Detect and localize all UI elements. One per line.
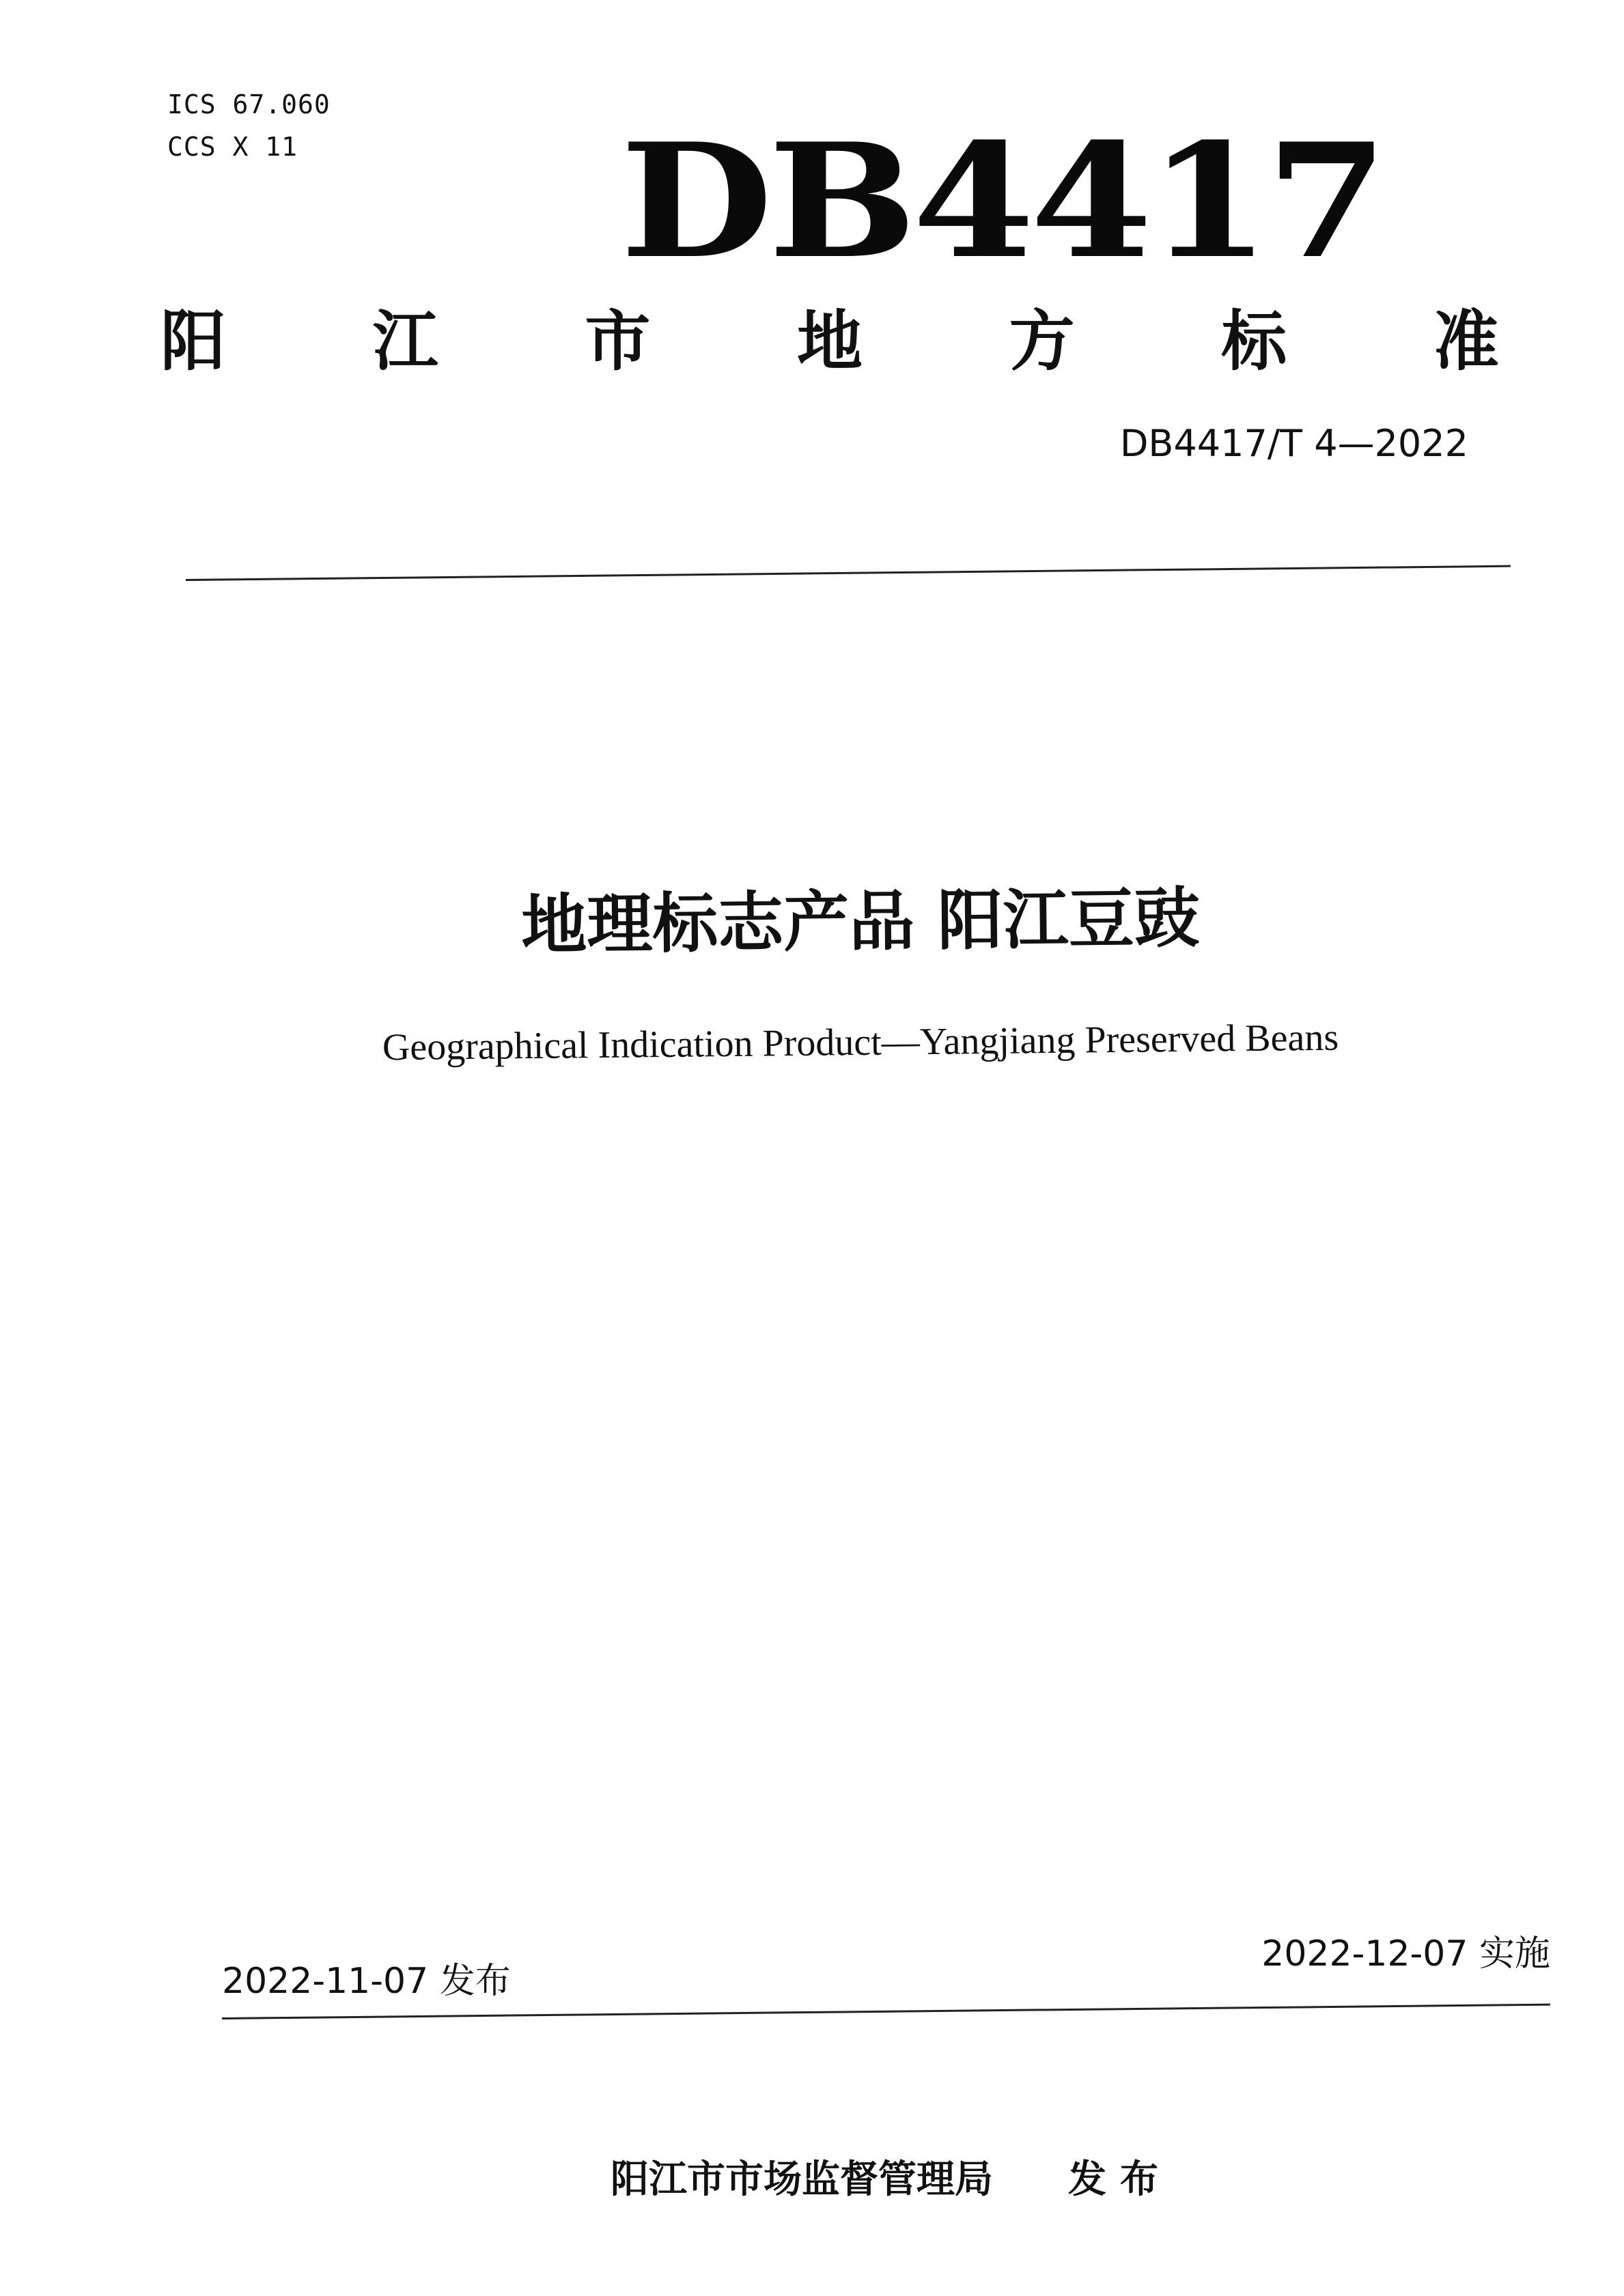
issuer-line xyxy=(584,2108,1172,2204)
publish-date: 2022-11-07 发布 xyxy=(222,1961,511,2002)
document-title-english: Geographical Indication Product—Yangjiang Preserved Beans xyxy=(382,1016,1339,1069)
standard-type-char: 阳 xyxy=(160,303,226,380)
issuer-name: 阳江市市场监督管理局 xyxy=(611,2157,993,2202)
standard-number: DB4417/T 4—2022 xyxy=(1119,422,1468,465)
standard-type-char: 准 xyxy=(1433,303,1499,380)
standard-type-char: 江 xyxy=(372,303,438,380)
ics-code: ICS 67.060 xyxy=(167,89,331,119)
footer-divider xyxy=(222,2004,1550,2019)
effective-date: 2022-12-07 实施 xyxy=(1261,1933,1550,1974)
standard-type-char: 标 xyxy=(1221,303,1287,380)
standard-type-char: 方 xyxy=(1009,303,1075,380)
issuer-label: 发布 xyxy=(1068,2157,1172,2202)
standard-type-char: 市 xyxy=(585,303,651,380)
standard-type-heading xyxy=(160,304,1499,379)
standard-code-mark: DB4417 xyxy=(620,109,1384,294)
header-divider xyxy=(186,565,1511,581)
standard-type-char: 地 xyxy=(796,303,863,380)
document-title-chinese: 地理标志产品 阳江豆豉 xyxy=(520,879,1201,964)
ccs-code: CCS X 11 xyxy=(167,132,298,162)
